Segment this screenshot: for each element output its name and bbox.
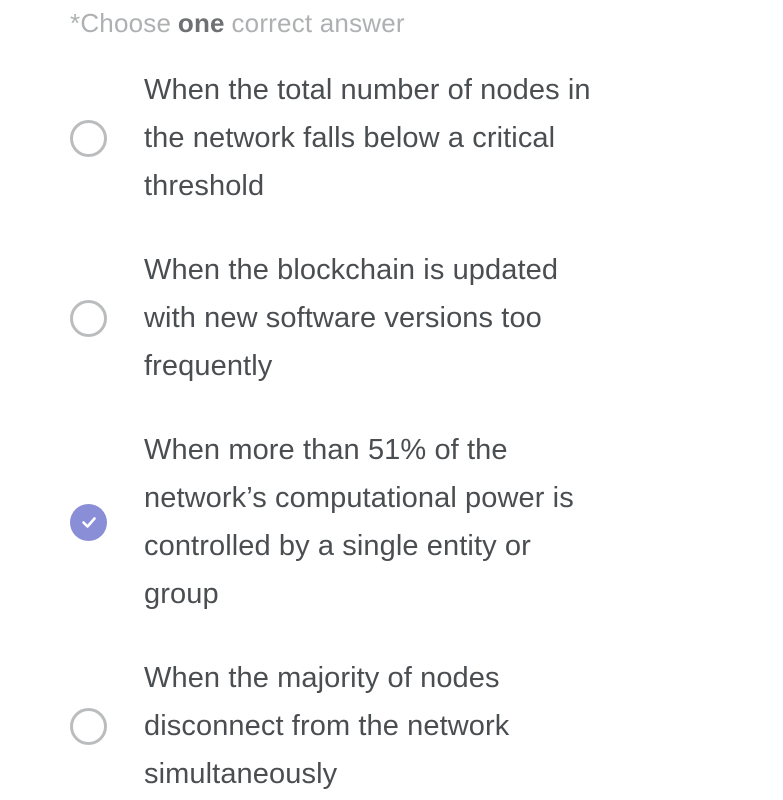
answer-option-text-line: threshold — [144, 170, 265, 202]
answer-option-4[interactable] — [70, 654, 755, 798]
answer-option-label[interactable] — [144, 246, 558, 390]
radio-unselected-icon[interactable] — [70, 708, 107, 745]
answer-option-text-line: the network falls below a critical — [144, 122, 556, 154]
answer-option-text-line: disconnect from the network — [144, 710, 510, 742]
answer-option-label[interactable] — [144, 654, 509, 798]
answer-option-text-line: When the blockchain is updated — [144, 254, 559, 286]
answer-option-2[interactable] — [70, 246, 755, 390]
answer-option-text-line: When more than 51% of the — [144, 434, 508, 466]
answer-option-3[interactable] — [70, 426, 755, 618]
instruction-emphasis: one — [177, 8, 225, 38]
instruction-suffix: correct answer — [231, 8, 405, 38]
radio-unselected-icon[interactable] — [70, 300, 107, 337]
answer-option-text-line: network’s computational power is — [144, 482, 574, 514]
answer-options-list — [70, 66, 755, 798]
answer-option-text-line: with new software versions too — [144, 302, 542, 334]
answer-option-text-line: simultaneously — [144, 758, 338, 790]
answer-option-1[interactable] — [70, 66, 755, 210]
checkmark-icon — [77, 510, 101, 534]
answer-option-label[interactable] — [144, 426, 574, 618]
choose-one-instruction — [70, 8, 755, 38]
answer-option-label[interactable] — [144, 66, 591, 210]
answer-option-text-line: controlled by a single entity or — [144, 530, 531, 562]
answer-option-text-line: frequently — [144, 350, 273, 382]
answer-option-text-line: When the majority of nodes — [144, 662, 500, 694]
answer-option-text-line: group — [144, 578, 219, 610]
radio-unselected-icon[interactable] — [70, 120, 107, 157]
instruction-prefix: *Choose — [70, 8, 172, 38]
answer-option-text-line: When the total number of nodes in — [144, 74, 591, 106]
radio-selected-icon[interactable] — [70, 504, 107, 541]
